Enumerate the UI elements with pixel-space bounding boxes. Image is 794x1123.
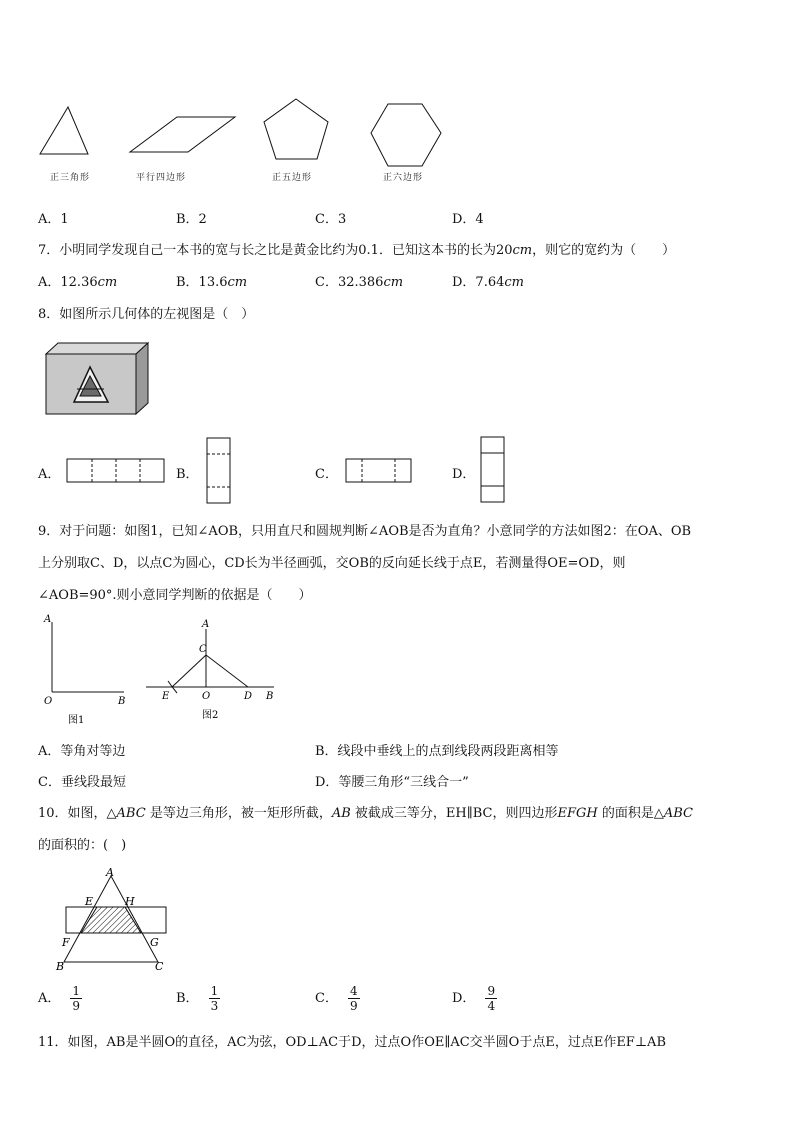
q8-option-d-view[interactable] — [480, 436, 506, 504]
q10-figure — [52, 866, 182, 976]
fig2-label-d: D — [244, 691, 253, 702]
q6-option-a[interactable]: A．1 — [38, 212, 69, 227]
q9-question-line1: 9．对于问题：如图1，已知∠AOB，只用直尺和圆规判断∠AOB是否为直角？小意同学的方法如图2：在OA、OB — [38, 524, 692, 539]
q8-question: 8．如图所示几何体的左视图是（ ） — [38, 307, 255, 322]
q10-ab: AB — [331, 806, 351, 821]
fig10-label-g: G — [150, 936, 159, 949]
q10-question-line1: 10．如图，△ABC 是等边三角形，被一矩形所截，AB 被截成三等分，EH∥BC，则四边形EFGH 的面积是△ABC — [38, 806, 694, 821]
q10-abc-2: △ABC — [653, 806, 694, 821]
q10-efgh: EFGH — [557, 806, 598, 821]
caption-pentagon: 正五边形 — [272, 173, 313, 183]
q8-option-a[interactable]: A． — [38, 467, 61, 482]
q11-question: 11．如图，AB是半圆O的直径，AC为弦，OD⊥AC于D，过点O作OE∥AC交半圆O于点E，过点E作EF⊥AB — [38, 1035, 666, 1050]
fig10-label-f: F — [62, 936, 70, 949]
fig1-label-a: A — [44, 614, 52, 625]
fig10-label-b: B — [56, 960, 65, 973]
fig1-label-o: O — [44, 696, 53, 707]
q8-option-c-view[interactable] — [345, 458, 413, 484]
q7-option-a[interactable]: A．12.36cm — [38, 275, 118, 290]
q9-option-c[interactable]: C．垂线段最短 — [38, 775, 126, 790]
q9-option-b[interactable]: B．线段中垂线上的点到线段两段距离相等 — [315, 744, 559, 759]
fig2-label-o: O — [202, 691, 211, 702]
caption-hexagon: 正六边形 — [383, 173, 424, 183]
q6-option-b[interactable]: B．2 — [176, 212, 207, 227]
q9-figure-2 — [144, 615, 284, 723]
parallelogram-shape — [130, 117, 235, 152]
regular-hexagon-shape — [371, 104, 441, 166]
q7-unit: cm — [512, 243, 533, 258]
q7-text-b: ，则它的宽约为（ ） — [532, 243, 676, 258]
q10-option-d[interactable]: D． $\frac{9}{4}$ — [452, 984, 496, 1013]
q7-option-c[interactable]: C．32.386cm — [315, 275, 404, 290]
q8-option-a-view[interactable] — [66, 458, 166, 484]
fig10-label-e: E — [85, 895, 94, 908]
q10-option-c[interactable]: C． $\frac{4}{9}$ — [315, 984, 358, 1013]
shapes-figure — [30, 92, 460, 172]
q10-abc-1: △ABC — [106, 806, 146, 821]
q9-question-line3: ∠AOB=90°.则小意同学判断的依据是（ ） — [38, 588, 312, 603]
q7-option-d[interactable]: D．7.64cm — [452, 275, 524, 290]
fig1-label-b: B — [118, 696, 126, 707]
fig10-label-h: H — [125, 895, 135, 908]
q7-text-a: 7．小明同学发现自己一本书的宽与长之比是黄金比约为0.1．已知这本书的长为20 — [38, 243, 513, 258]
fig2-label-c: C — [199, 644, 207, 655]
q10-option-a[interactable]: A． $\frac{1}{9}$ — [38, 984, 81, 1013]
q6-option-c[interactable]: C．3 — [315, 212, 347, 227]
fig10-label-a: A — [106, 866, 114, 879]
q7-option-b[interactable]: B．13.6cm — [176, 275, 248, 290]
q8-option-b-view[interactable] — [206, 437, 232, 505]
regular-pentagon-shape — [264, 99, 328, 159]
fig2-label-e: E — [162, 691, 170, 702]
q9-option-d[interactable]: D．等腰三角形“三线合一” — [315, 775, 469, 790]
caption-triangle: 正三角形 — [50, 173, 91, 183]
q9-option-a[interactable]: A．等角对等边 — [38, 744, 126, 759]
fig2-caption: 图2 — [202, 710, 219, 721]
fig2-label-b: B — [266, 691, 274, 702]
fig10-label-c: C — [155, 960, 164, 973]
q9-question-line2: 上分别取C、D，以点C为圆心，CD长为半径画弧，交OB的反向延长线于点E，若测量得OE=OD，则 — [38, 556, 626, 571]
q8-option-d[interactable]: D． — [452, 467, 476, 482]
q10-option-b[interactable]: B． $\frac{1}{3}$ — [176, 984, 219, 1013]
q6-option-d[interactable]: D．4 — [452, 212, 484, 227]
caption-parallelogram: 平行四边形 — [136, 173, 187, 183]
fig1-caption: 图1 — [68, 715, 85, 726]
q8-option-b[interactable]: B． — [176, 467, 199, 482]
q7-question — [38, 239, 675, 258]
q10-question-line2: 的面积的：( ) — [38, 838, 127, 853]
fig2-label-a: A — [202, 619, 210, 630]
q8-option-c[interactable]: C． — [315, 467, 338, 482]
equilateral-triangle-shape — [40, 107, 88, 154]
q9-figure-1 — [36, 610, 136, 728]
q8-solid-figure — [44, 340, 152, 418]
